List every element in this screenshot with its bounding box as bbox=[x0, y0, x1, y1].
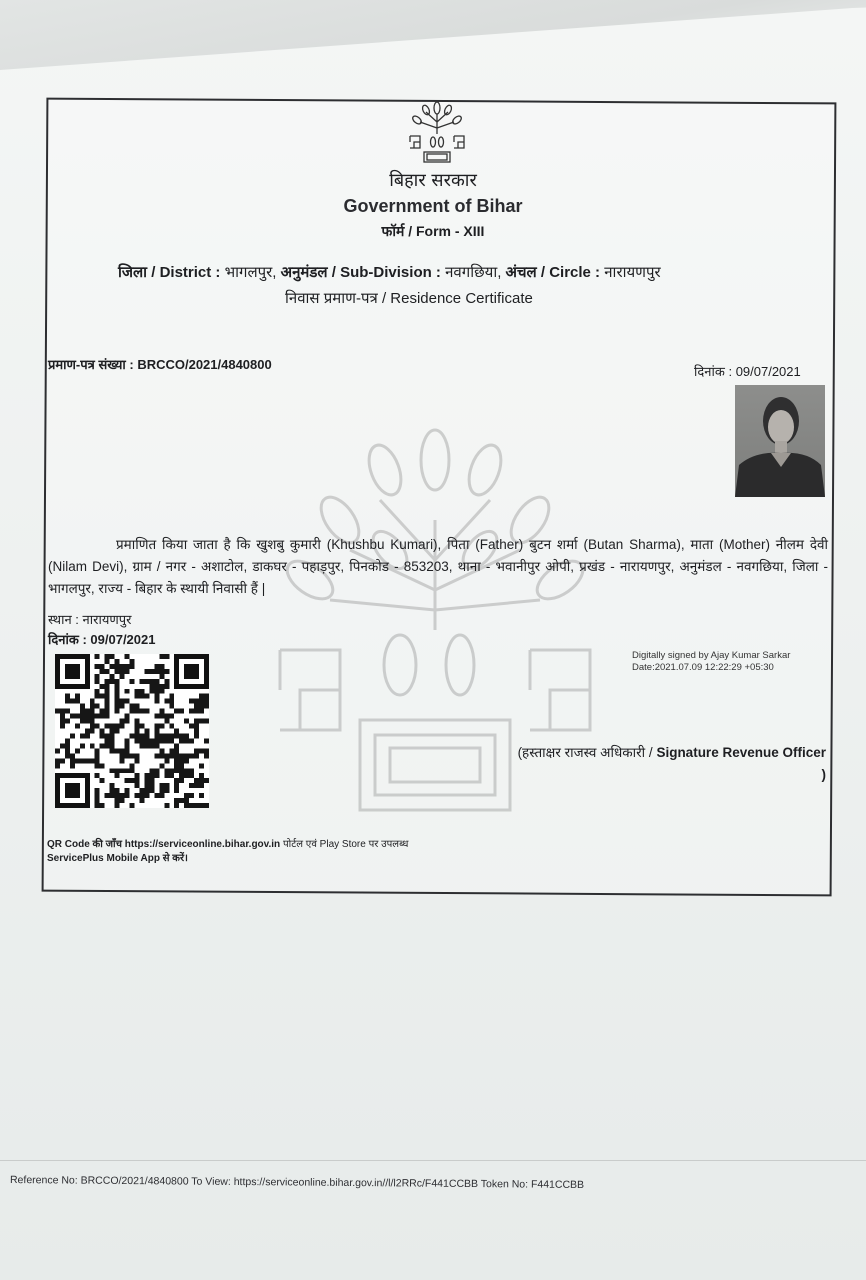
circle-label: अंचल / Circle : bbox=[505, 264, 601, 281]
place-label: स्थान : bbox=[48, 612, 79, 627]
govt-title-hindi: बिहार सरकार bbox=[389, 170, 477, 191]
district-line bbox=[118, 262, 661, 282]
subdivision-label: अनुमंडल / Sub-Division : bbox=[280, 264, 441, 281]
bottom-date-value: 09/07/2021 bbox=[90, 632, 156, 647]
signatory-english: Signature Revenue Officer ) bbox=[656, 745, 826, 782]
digital-signature-date: Date:2021.07.09 12:22:29 +05:30 bbox=[632, 662, 774, 673]
place-value: नारायणपुर bbox=[82, 612, 132, 627]
issue-date-label: दिनांक : bbox=[694, 364, 733, 379]
govt-title-english: Government of Bihar bbox=[343, 196, 523, 216]
district-label: जिला / District : bbox=[118, 264, 221, 281]
footer-divider bbox=[0, 1160, 866, 1161]
subdivision-value: नवगछिया, bbox=[445, 264, 502, 281]
bottom-date-label: दिनांक : bbox=[48, 632, 87, 647]
qr-note-part2: पोर्टल एवं Play Store पर उपलब्ध bbox=[282, 839, 409, 850]
issue-date-value: 09/07/2021 bbox=[735, 364, 801, 379]
digital-signature-signer: Digitally signed by Ajay Kumar Sarkar bbox=[632, 650, 791, 661]
issue-date bbox=[694, 362, 801, 380]
certificate-title: निवास प्रमाण-पत्र / Residence Certificate bbox=[285, 290, 533, 307]
form-number: फॉर्म / Form - XIII bbox=[381, 223, 485, 239]
qr-code-icon bbox=[55, 654, 209, 808]
qr-note-part3: ServicePlus Mobile App से करें। bbox=[47, 853, 188, 864]
digital-signature bbox=[632, 650, 790, 674]
signatory-hindi: (हस्ताक्षर राजस्व अधिकारी / bbox=[517, 745, 653, 760]
person-photo-icon bbox=[735, 385, 825, 497]
bihar-emblem-icon bbox=[402, 100, 472, 164]
reference-footer: Reference No: BRCCO/2021/4840800 To View: https://serviceonline.bihar.gov.in//l/l2RRc/F441CCBB Token No: F441CCBB bbox=[9, 1174, 585, 1192]
circle-value: नारायणपुर bbox=[604, 264, 661, 281]
qr-note-part1: QR Code की जाँच https://serviceonline.bihar.gov.in bbox=[47, 839, 281, 850]
certificate-number-label: प्रमाण-पत्र संख्या : bbox=[48, 357, 134, 372]
bottom-date bbox=[48, 630, 155, 648]
certificate-number bbox=[48, 355, 272, 373]
applicant-photo bbox=[735, 385, 825, 497]
qr-verification-note bbox=[47, 838, 447, 866]
certificate-body: प्रमाणित किया जाता है कि खुशबु कुमारी (Khushbu Kumari), पिता (Father) बुटन शर्मा (Butan Sharma), माता (Mother) नीलम देवी (Nilam Devi), ग्राम / नगर - अशाटोल, डाकघर - पहाड़पुर, पिनकोड - 853203, थाना - भवानीपुर ओपी, प्रखंड - नारायणपुर, अनुमंडल - नवगछिया, जिला - भागलपुर, राज्य - बिहार के स्थायी निवासी हैं | bbox=[48, 537, 828, 596]
district-value: भागलपुर, bbox=[224, 264, 277, 281]
certificate-number-value: BRCCO/2021/4840800 bbox=[137, 357, 272, 372]
place bbox=[48, 610, 131, 628]
signatory bbox=[512, 742, 826, 786]
